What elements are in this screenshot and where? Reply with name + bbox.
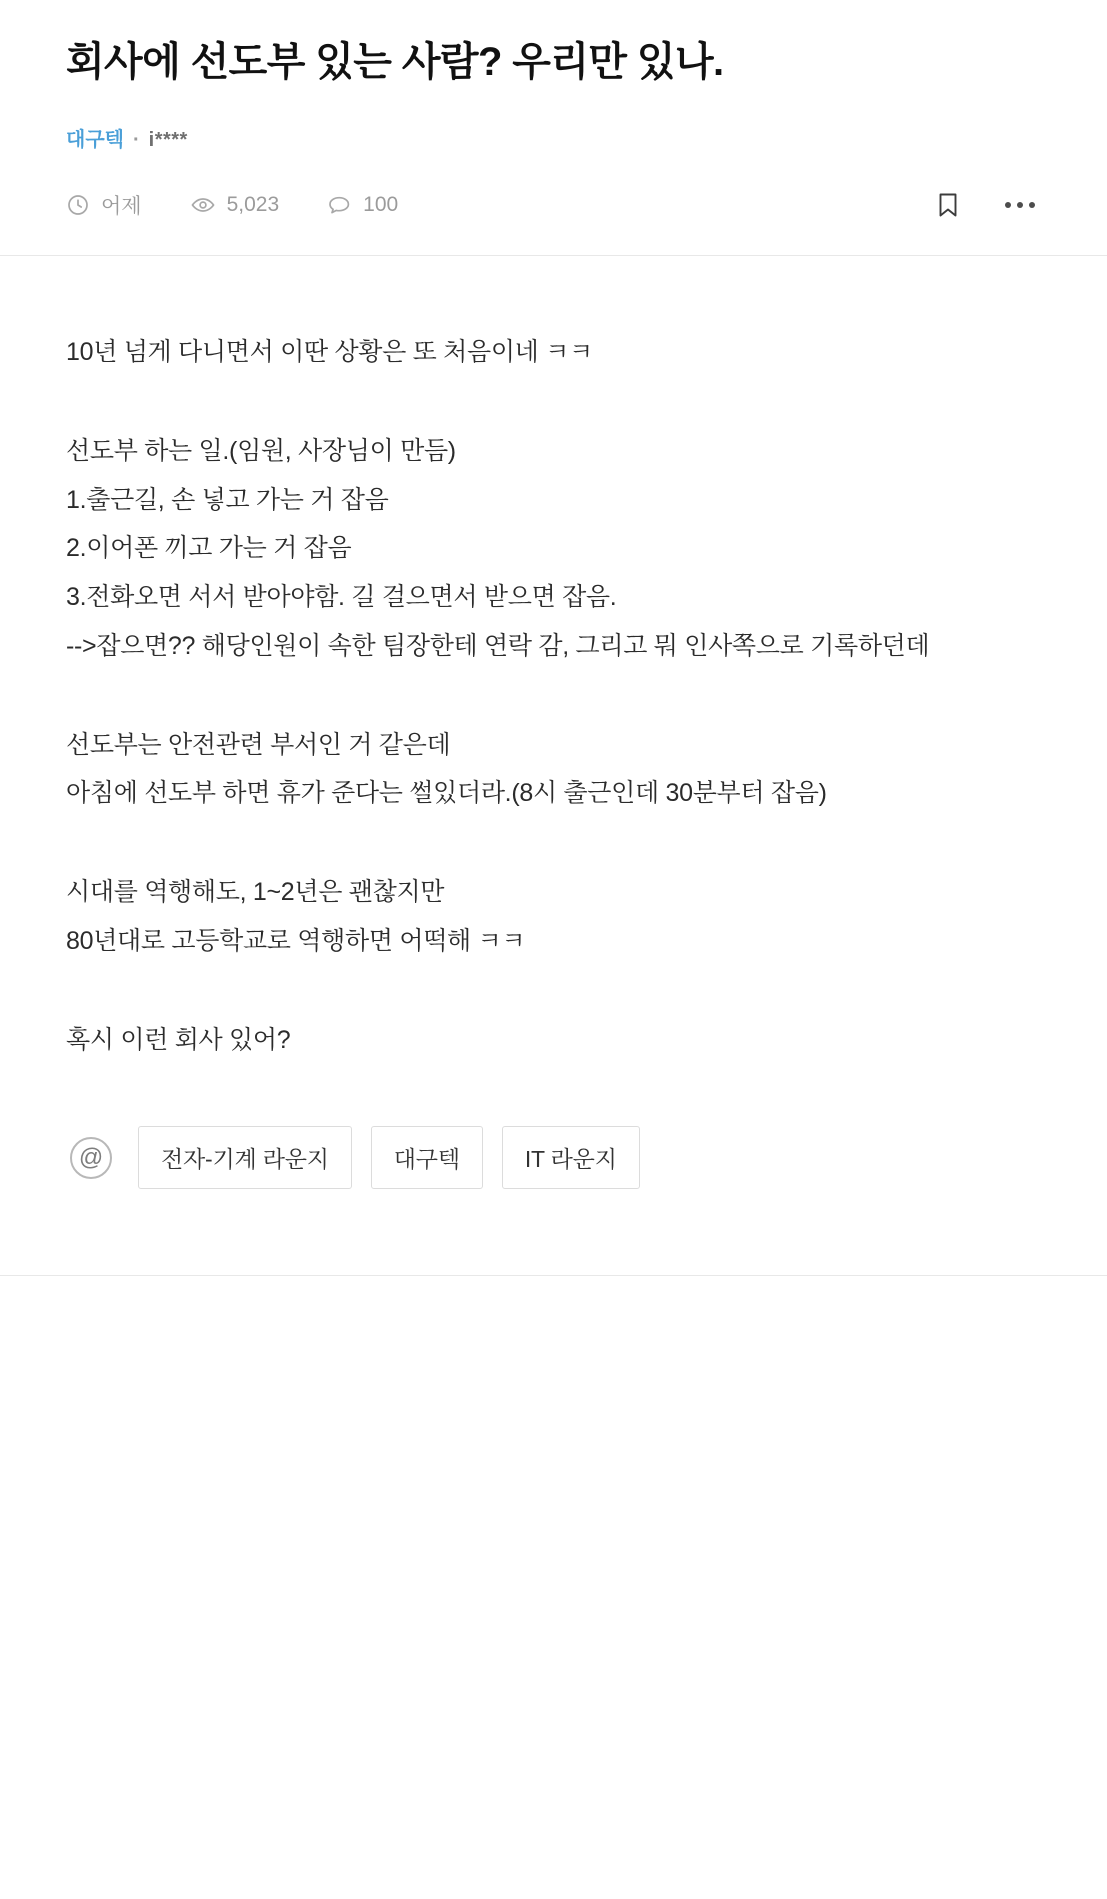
post-time-label: 어제 [101, 195, 142, 218]
post-meta-row [66, 188, 1041, 222]
eye-icon [190, 193, 216, 217]
view-count [190, 193, 280, 217]
tag-item[interactable]: 전자-기계 라운지 [138, 1126, 352, 1189]
body-line: 3.전화오면 서서 받아야함. 길 걸으면서 받으면 잡음. [66, 583, 617, 611]
mention-icon: @ [70, 1137, 112, 1179]
comment-count[interactable] [327, 193, 398, 217]
post-body [66, 256, 1041, 1064]
more-options-icon[interactable] [1005, 202, 1035, 208]
body-spacer [66, 818, 1041, 868]
board-link[interactable]: 대구텍 [66, 129, 124, 151]
body-spacer [66, 377, 1041, 427]
author-name: i**** [148, 129, 188, 151]
post-actions [935, 191, 1041, 219]
tag-item[interactable]: IT 라운지 [502, 1126, 640, 1189]
byline [66, 130, 1041, 150]
body-line: 2.이어폰 끼고 가는 거 잡음 [66, 534, 352, 563]
body-line: -->잡으면?? 해당인원이 속한 팀장한테 연락 감, 그리고 뭐 인사쪽으로 기록하던데 [66, 631, 930, 660]
body-line: 선도부 하는 일.(임원, 사장님이 만듬) [66, 436, 456, 465]
bookmark-icon[interactable] [935, 191, 961, 219]
body-line: 1.출근길, 손 넣고 가는 거 잡음 [66, 485, 389, 514]
tag-item[interactable]: 대구텍 [371, 1126, 483, 1189]
body-spacer [66, 671, 1041, 721]
byline-separator: · [132, 129, 140, 151]
comment-icon [327, 193, 352, 217]
page-title: 회사에 선도부 있는 사람? 우리만 있나. [66, 40, 724, 84]
body-line: 선도부는 안전관련 부서인 거 같은데 [66, 730, 451, 759]
clock-icon [66, 193, 90, 217]
footer-divider [0, 1275, 1107, 1276]
comment-count-value: 100 [363, 193, 399, 216]
body-line: 80년대로 고등학교로 역행하면 어떡해 ㅋㅋ [66, 926, 526, 955]
body-spacer [66, 966, 1041, 1016]
post-time [66, 190, 142, 220]
body-line: 시대를 역행해도, 1~2년은 괜찮지만 [66, 878, 445, 906]
body-line: 아침에 선도부 하면 휴가 준다는 썰있더라.(8시 출근인데 30분부터 잡음) [66, 779, 827, 808]
body-line: 혹시 이런 회사 있어? [66, 1025, 291, 1054]
tag-list [66, 1126, 1041, 1189]
body-line: 10년 넘게 다니면서 이딴 상황은 또 처음이네 ㅋㅋ [66, 338, 593, 366]
view-count-value: 5,023 [226, 193, 280, 216]
